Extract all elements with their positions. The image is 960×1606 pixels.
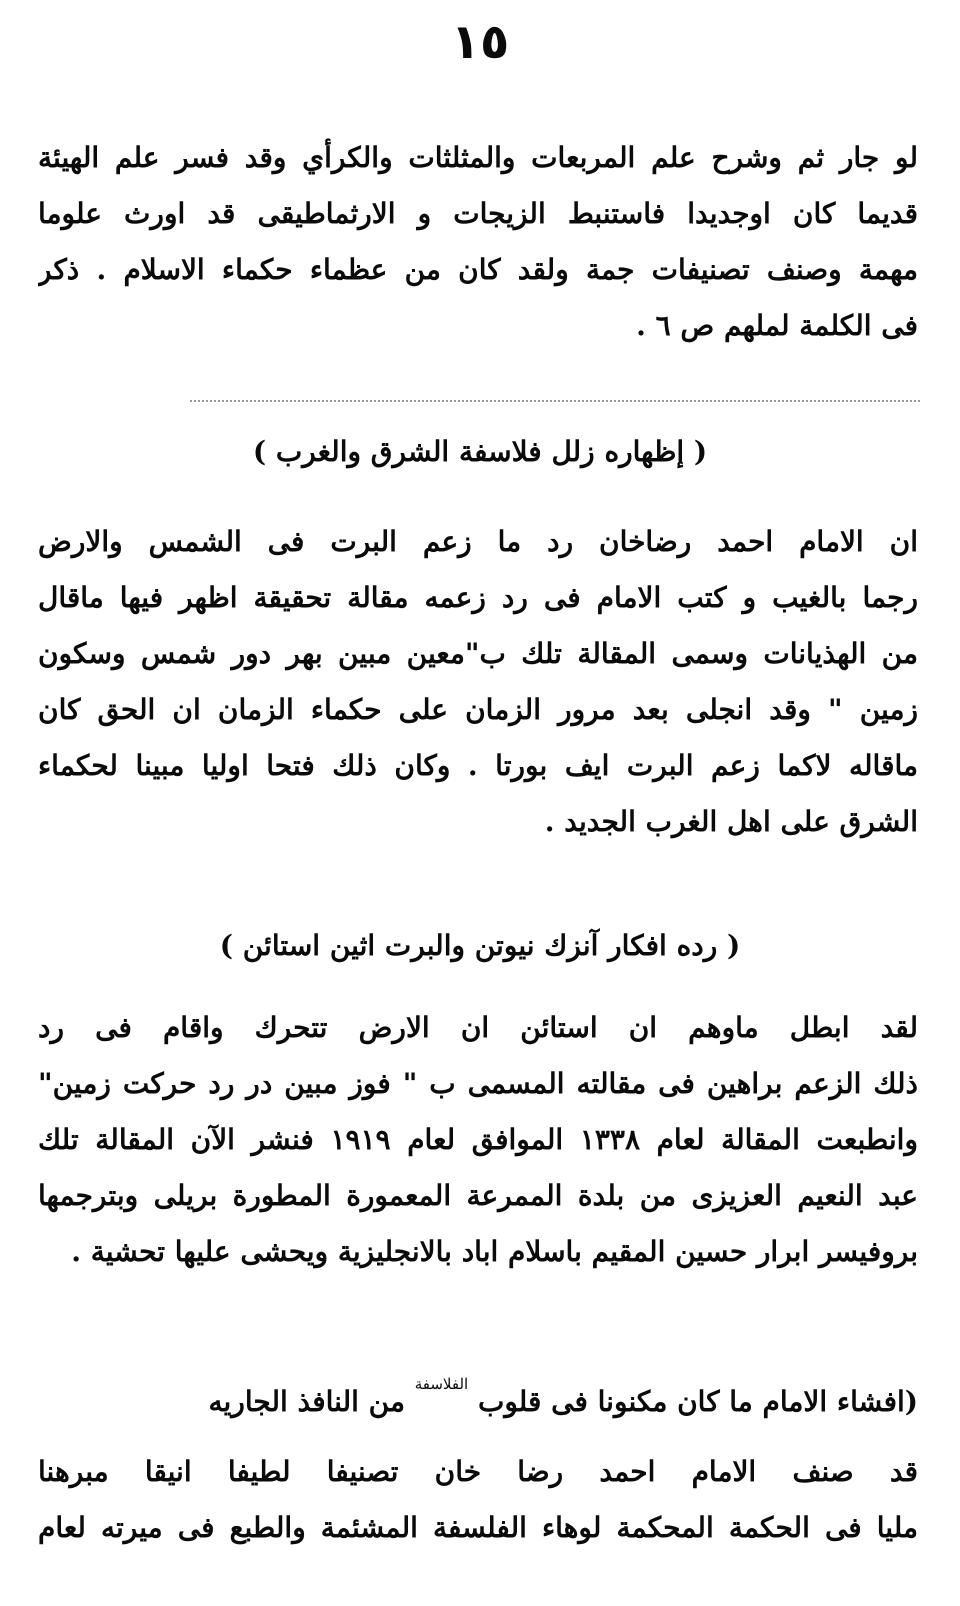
heading-text: (افشاء الامام ما كان مكنونا فى قلوب: [477, 1385, 918, 1418]
section-heading: ( إظهاره زلل فلاسفة الشرق والغرب ): [252, 435, 708, 468]
text-line: لقد ابطل ماوهم ان استائن ان الارض تتحرك واقام فى رد: [38, 1011, 918, 1044]
text-line: ذلك الزعم براهين فى مقالته المسمى ب " فوز مبين در رد حركت زمين": [38, 1067, 918, 1100]
section-heading: ( رده افكار آنزك نيوتن والبرت اثين استائن ): [219, 929, 741, 962]
text-line: ماقاله لاكما زعم البرت ايف بورتا . وكان ذلك فتحا اوليا مبينا لحكماء: [38, 749, 918, 782]
text-line: وانطبعت المقالة لعام ١٣٣٨ الموافق لعام ١٩١٩ فنشر الآن المقالة تلك: [38, 1123, 918, 1156]
text-line: زمين " وقد انجلى بعد مرور الزمان على حكماء الزمان ان الحق كان: [38, 693, 918, 726]
section-heading: [38, 1356, 918, 1430]
text-line: من الهذيانات وسمى المقالة تلك ب"معين مبين بهر دور شمس وسكون: [38, 637, 918, 670]
intro-paragraph: [38, 130, 918, 354]
heading-text: من النافذ الجاريه: [208, 1385, 405, 1418]
text-line: قد صنف الامام احمد رضا خان تصنيفا لطيفا انيقا مبرهنا: [38, 1455, 918, 1488]
text-line: عبد النعيم العزيزى من بلدة الممرعة المعمورة المطورة بريلى وبترجمها: [38, 1179, 918, 1212]
text-line: بروفيسر ابرار حسين المقيم باسلام اباد بالانجليزية ويحشى عليها تحشية .: [71, 1235, 918, 1268]
text-line: ان الامام احمد رضاخان رد ما زعم البرت فى الشمس والارض: [38, 525, 918, 558]
text-line: مهمة وصنف تصنيفات جمة ولقد كان من عظماء حكماء الاسلام . ذكر: [38, 253, 918, 286]
text-line: رجما بالغيب و كتب الامام فى رد زعمه مقالة تحقيقة اظهر فيها ماقال: [38, 581, 918, 614]
page-number: ١٥: [450, 14, 510, 70]
text-line: قديما كان اوجديدا فاستنبط الزيجات و الارثماطيقى قد اورث علوما: [38, 197, 918, 230]
dotted-separator: [190, 400, 920, 402]
section-paragraph: [38, 1444, 918, 1556]
heading-superscript: الفلاسفة: [414, 1375, 469, 1393]
text-line: الشرق على اهل الغرب الجديد .: [544, 805, 918, 838]
text-line: لو جار ثم وشرح علم المربعات والمثلثات والكرأي وقد فسر علم الهيئة: [38, 141, 918, 174]
text-line: مليا فى الحكمة المحكمة لوهاء الفلسفة المشئمة والطبع فى ميرته لعام: [38, 1511, 918, 1544]
section-paragraph: [38, 1000, 918, 1280]
text-line: فى الكلمة لملهم ص ٦ .: [636, 309, 918, 342]
section-paragraph: [38, 514, 918, 850]
